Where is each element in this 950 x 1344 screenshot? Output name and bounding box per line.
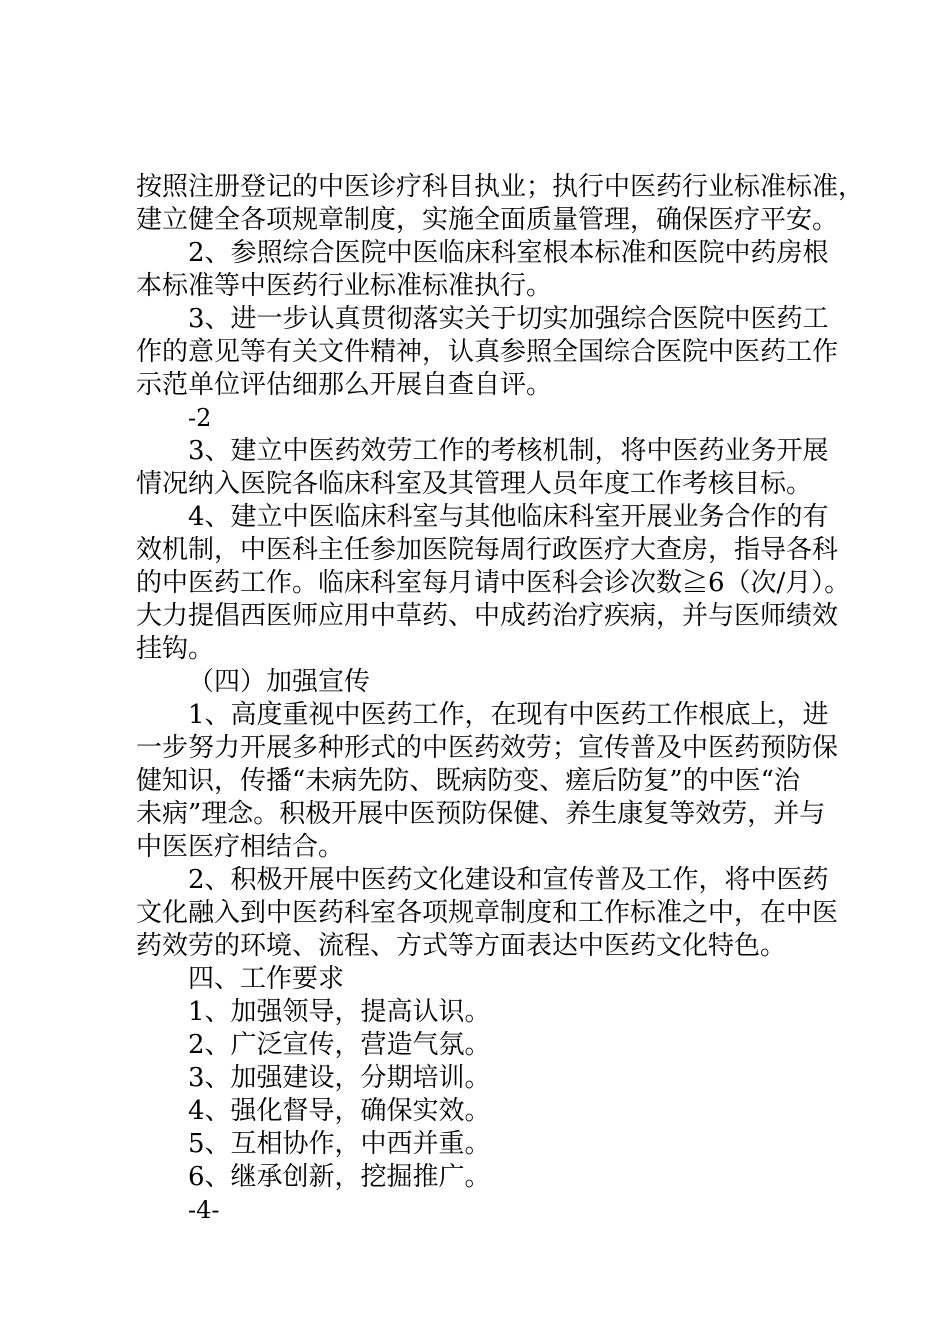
text-line: 按照注册登记的中医诊疗科目执业；执行中医药行业标准标准， <box>136 172 865 202</box>
text-line: 2、参照综合医院中医临床科室根本标准和医院中药房根 <box>188 238 829 268</box>
text-line: 情况纳入医院各临床科室及其管理人员年度工作考核目标。 <box>136 469 813 499</box>
section-heading: 四、工作要求 <box>188 964 345 994</box>
page-marker: -2 <box>188 404 212 432</box>
text-line: 挂钩。 <box>136 634 215 664</box>
text-line: 中医医疗相结合。 <box>136 832 345 862</box>
text-line: 大力提倡西医师应用中草药、中成药治疗疾病，并与医师绩效 <box>136 601 839 631</box>
text-line: 3、进一步认真贯彻落实关于切实加强综合医院中医药工 <box>188 304 829 334</box>
text-line: 作的意见等有关文件精神，认真参照全国综合医院中医药工作 <box>136 337 839 367</box>
text-line: 健知识，传播“未病先防、既病防变、瘥后防复”的中医“治 <box>136 766 800 796</box>
text-line: 效机制，中医科主任参加医院每周行政医疗大查房，指导各科 <box>136 535 839 565</box>
list-item: 3、加强建设，分期培训。 <box>188 1063 491 1093</box>
text-line: 2、积极开展中医药文化建设和宣传普及工作，将中医药 <box>188 865 829 895</box>
text-line: 本标准等中医药行业标准标准执行。 <box>136 271 553 301</box>
text-line: 一步努力开展多种形式的中医药效劳；宣传普及中医药预防保 <box>136 733 839 763</box>
text-line: 3、建立中医药效劳工作的考核机制，将中医药业务开展 <box>188 436 829 466</box>
text-line: 未病”理念。积极开展中医预防保健、养生康复等效劳，并与 <box>136 799 826 829</box>
text-line: 示范单位评估细那么开展自查自评。 <box>136 370 553 400</box>
list-item: 2、广泛宣传，营造气氛。 <box>188 1030 491 1060</box>
text-line: 的中医药工作。临床科室每月请中医科会诊次数≧6（次/月）。 <box>136 568 851 598</box>
text-line: 1、高度重视中医药工作，在现有中医药工作根底上，进 <box>188 700 829 730</box>
text-line: 建立健全各项规章制度，实施全面质量管理，确保医疗平安。 <box>136 205 839 235</box>
section-heading: （四）加强宣传 <box>188 667 371 697</box>
list-item: 5、互相协作，中西并重。 <box>188 1129 491 1159</box>
text-line: 文化融入到中医药科室各项规章制度和工作标准之中，在中医 <box>136 898 839 928</box>
text-line: 药效劳的环境、流程、方式等方面表达中医药文化特色。 <box>136 931 787 961</box>
list-item: 4、强化督导，确保实效。 <box>188 1096 491 1126</box>
page-number: -4- <box>188 1196 220 1224</box>
list-item: 1、加强领导，提高认识。 <box>188 997 491 1027</box>
list-item: 6、继承创新，挖掘推广。 <box>188 1162 491 1192</box>
text-line: 4、建立中医临床科室与其他临床科室开展业务合作的有 <box>188 502 829 532</box>
